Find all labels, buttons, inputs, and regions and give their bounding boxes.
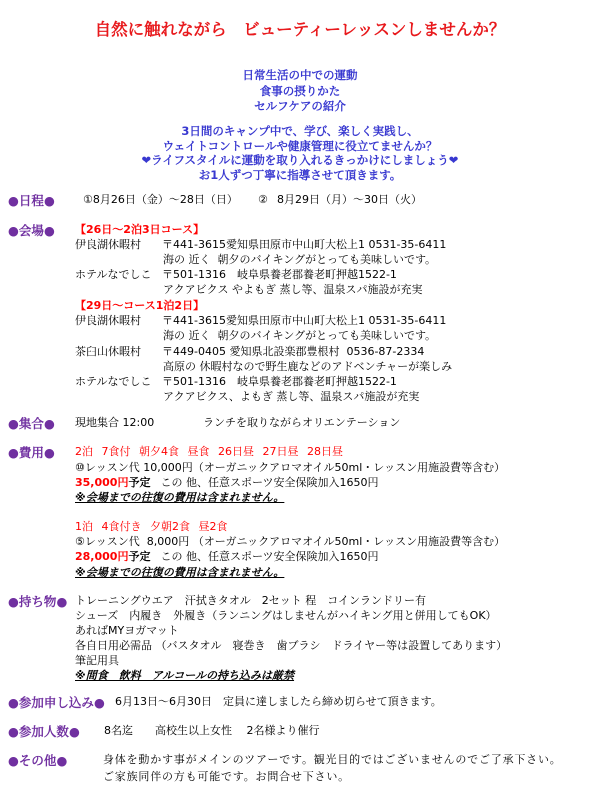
topic-line: 日常生活の中での運動 bbox=[242, 68, 358, 82]
fee-plan-total bbox=[75, 550, 379, 564]
fee-price: 28,000円 bbox=[75, 550, 129, 563]
fee-price-suffix: 予定 bbox=[128, 550, 151, 563]
other-line: ご家族同伴の方も可能です。お問合せ下さい。 bbox=[103, 770, 350, 783]
bullet-icon: ● bbox=[8, 753, 19, 768]
fee-extra: この 他、任意スポーツ安全保険加入1650円 bbox=[160, 550, 379, 563]
schedule-option-2: 8月29日（月）～30日（火） bbox=[277, 193, 422, 206]
bullet-icon: ● bbox=[8, 223, 19, 238]
fee-price-suffix: 予定 bbox=[128, 476, 151, 489]
belonging-item: シューズ 内履き 外履き（ランニングはしませんがハイキング用と併用してもOK） bbox=[75, 609, 497, 622]
belonging-item: トレーニングウエア 汗拭きタオル 2セット 程 コインランドリー有 bbox=[75, 594, 426, 607]
section-label-venue bbox=[8, 223, 55, 238]
intro-line: ❤ライフスタイルに運動を取り入れるきっかけにしましょう❤ bbox=[141, 153, 459, 167]
bullet-icon: ● bbox=[8, 416, 19, 431]
section-label-text: 持ち物 bbox=[18, 594, 57, 609]
gathering-place-time: 現地集合 12:00 bbox=[75, 416, 155, 429]
bullet-icon: ● bbox=[43, 445, 55, 460]
course-heading: 【26日～2泊3日コース】 bbox=[75, 223, 205, 236]
section-label-text: 費用 bbox=[18, 445, 44, 460]
bullet-icon: ● bbox=[43, 416, 55, 431]
fee-extra: この 他、任意スポーツ安全保険加入1650円 bbox=[160, 476, 379, 489]
belonging-item: 各自日用必需品 （バスタオル 寝巻き 歯ブラシ ドライヤー等は設置してあります） bbox=[75, 639, 508, 652]
venue-address: 〒441-3615愛知県田原市中山町大松上1 0531-35-6411 bbox=[162, 314, 447, 327]
section-label-text: 日程 bbox=[18, 193, 44, 208]
topic-line: セルフケアの紹介 bbox=[254, 99, 346, 113]
venue-name: 茶臼山休暇村 bbox=[75, 345, 141, 358]
application-text: 6月13日～6月30日 定員に達しましたら締め切らせて頂きます。 bbox=[115, 695, 442, 708]
venue-note: アクアビクス やよもぎ 蒸し等、温泉スパ施設が充実 bbox=[163, 283, 423, 296]
venue-note: アクアビクス、よもぎ 蒸し等、温泉スパ施設が充実 bbox=[163, 390, 420, 403]
bullet-icon: ● bbox=[56, 594, 68, 609]
gathering-note: ランチを取りながらオリエンテーション bbox=[203, 416, 401, 429]
fee-plan-lesson: ⑤レッスン代 8,000円 （オーガニックアロマオイル50ml・レッスン用施設費等含む） bbox=[75, 535, 506, 548]
schedule-option-1: ①8月26日（金）～28日（日） bbox=[83, 193, 238, 206]
schedule-option-2-mark: ② bbox=[258, 193, 268, 206]
fee-plan-meals: 1泊 4食付き 夕朝2食 昼2食 bbox=[75, 520, 228, 533]
participants-text: 8名迄 高校生以上女性 2名様より催行 bbox=[104, 724, 320, 737]
bullet-icon: ● bbox=[43, 193, 55, 208]
section-label-text: 会場 bbox=[18, 223, 44, 238]
bullet-icon: ● bbox=[8, 695, 19, 710]
bullet-icon: ● bbox=[8, 724, 19, 739]
intro-line: ウェイトコントロールや健康管理に役立てませんか？ bbox=[162, 139, 438, 153]
bullet-icon: ● bbox=[43, 223, 55, 238]
venue-note: 海の 近く 朝夕のバイキングがとっても美味しいです。 bbox=[163, 329, 437, 342]
venue-address: 〒449-0405 愛知県北設楽郡豊根村 0536-87-2334 bbox=[162, 345, 425, 358]
section-label-gathering bbox=[8, 416, 55, 431]
section-label-fees bbox=[8, 445, 55, 460]
venue-address: 〒441-3615愛知県田原市中山町大松上1 0531-35-6411 bbox=[162, 238, 447, 251]
section-label-text: 参加人数 bbox=[18, 724, 69, 739]
topic-line: 食事の摂りかた bbox=[259, 84, 341, 98]
fee-notice: ※会場までの往復の費用は含まれません。 bbox=[75, 566, 285, 579]
section-label-text: 参加申し込み bbox=[18, 695, 94, 710]
intro-line: 3日間のキャンプ中で、学び、楽しく実践し、 bbox=[181, 124, 419, 138]
section-label-participants bbox=[8, 724, 80, 739]
venue-note: 海の 近く 朝夕のバイキングがとっても美味しいです。 bbox=[163, 253, 437, 266]
section-label-application bbox=[8, 695, 105, 710]
belonging-item: 筆記用具 bbox=[75, 654, 119, 667]
section-label-schedule bbox=[8, 193, 55, 208]
venue-name: ホテルなでしこ bbox=[75, 375, 152, 388]
bullet-icon: ● bbox=[8, 594, 19, 609]
venue-address: 〒501-1316 岐阜県養老郡養老町押越1522-1 bbox=[162, 268, 397, 281]
course-heading: 【29日～コース1泊2日】 bbox=[75, 299, 205, 312]
bullet-icon: ● bbox=[56, 753, 68, 768]
section-label-text: 集合 bbox=[18, 416, 44, 431]
fee-plan-lesson: ⑩レッスン代 10,000円（オーガニックアロマオイル50ml・レッスン用施設費等含む） bbox=[75, 461, 506, 474]
belongings-notice: ※間食 飲料 アルコールの持ち込みは厳禁 bbox=[75, 669, 295, 682]
venue-name: ホテルなでしこ bbox=[75, 268, 152, 281]
venue-note: 高原の 休暇村なので野生鹿などのアドベンチャーが楽しみ bbox=[163, 360, 453, 373]
other-line: 身体を動かす事がメインのツアーです。観光目的ではございませんのでご了承下さい。 bbox=[103, 753, 562, 766]
venue-name: 伊良湖休暇村 bbox=[75, 314, 141, 327]
section-label-belongings bbox=[8, 594, 67, 609]
venue-address: 〒501-1316 岐阜県養老郡養老町押越1522-1 bbox=[162, 375, 397, 388]
fee-plan-meals: 2泊 7食付 朝夕4食 昼食 26日昼 27日昼 28日昼 bbox=[75, 445, 343, 458]
fee-plan-total bbox=[75, 476, 379, 490]
section-label-text: その他 bbox=[18, 753, 57, 768]
fee-price: 35,000円 bbox=[75, 476, 129, 489]
section-label-other bbox=[8, 753, 67, 768]
fee-notice: ※会場までの往復の費用は含まれません。 bbox=[75, 491, 285, 504]
flyer-title: 自然に触れながら ビューティーレッスンしませんか？ bbox=[94, 20, 506, 39]
belonging-item: あればMYヨガマット bbox=[75, 624, 179, 637]
intro-line: お1人ずつ丁寧に指導させて頂きます。 bbox=[198, 168, 402, 182]
bullet-icon: ● bbox=[68, 724, 80, 739]
bullet-icon: ● bbox=[93, 695, 105, 710]
venue-name: 伊良湖休暇村 bbox=[75, 238, 141, 251]
bullet-icon: ● bbox=[8, 193, 19, 208]
bullet-icon: ● bbox=[8, 445, 19, 460]
